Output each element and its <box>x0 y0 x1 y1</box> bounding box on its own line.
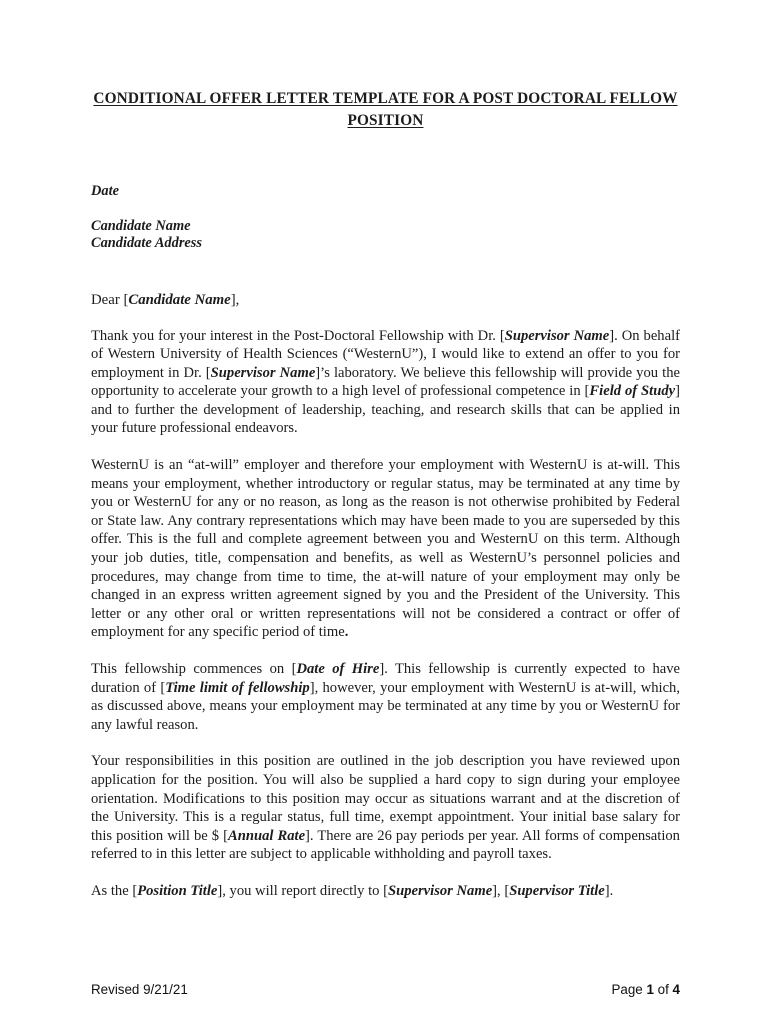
candidate-block <box>91 218 680 253</box>
salutation-prefix: Dear [ <box>91 291 129 308</box>
p5-placeholder-position-title: Position Title <box>137 882 218 899</box>
letter-body <box>91 327 680 901</box>
paragraph-1 <box>91 327 680 439</box>
p1-placeholder-supervisor-name-1: Supervisor Name <box>504 327 610 344</box>
p4-text-2: ]. There are 26 pay periods per year. All forms of compensation referred to in this letter are subject to applicable withholding and payroll taxes. <box>91 827 680 863</box>
page-footer <box>91 982 680 1004</box>
p4-placeholder-annual-rate: Annual Rate <box>228 827 306 844</box>
page-title <box>91 88 680 132</box>
p2-text-2: . <box>344 624 349 641</box>
p5-placeholder-supervisor-title: Supervisor Title <box>509 882 605 899</box>
p5-text-1: As the [ <box>91 882 138 899</box>
address-block <box>91 183 680 253</box>
candidate-name-placeholder: Candidate Name <box>91 217 191 234</box>
footer-page-number: 1 <box>646 982 654 997</box>
footer-of-word: of <box>657 982 669 997</box>
p1-placeholder-field-of-study: Field of Study <box>589 383 676 400</box>
footer-revised-date: Revised 9/21/21 <box>91 982 188 997</box>
p5-text-4: ]. <box>604 882 614 899</box>
paragraph-2 <box>91 456 680 642</box>
p3-text-3: ], however, your employment with WesternU is at-will, which, as discussed above, means your employment may be terminated at any time by you or WesternU for any lawful reason. <box>91 679 681 733</box>
p1-text-1: Thank you for your interest in the Post-Doctoral Fellowship with Dr. [ <box>91 327 505 344</box>
date-placeholder: Date <box>91 183 119 199</box>
footer-page-indicator <box>611 982 680 997</box>
p2-text-1: WesternU is an “at-will” employer and therefore your employment with WesternU is at-will. This means your employment, whether introductory or regular status, may be terminated at any time by you or WesternU for any or no reason, as long as the reason is not otherwise prohibited by Federal or State law. Any contrary representations which may have been made to you are superseded by this offer. This is the full and complete agreement between you and WesternU on this term. Although your job duties, title, compensation and benefits, as well as WesternU’s personnel policies and procedures, may change from time to time, the at-will nature of your employment may only be changed in an express written agreement signed by you and the President of the University. This letter or any other oral or written representations will not be considered a contract or offer of employment for any specific period of time <box>91 457 680 641</box>
p4-text-1: Your responsibilities in this position are outlined in the job description you have reviewed upon application for the position. You will also be supplied a hard copy to sign during your employee orientation. Modifications to this position may occur as situations warrant and at the discretion of the University. This is a regular status, full time, exempt appointment. Your initial base salary for this position will be $ [ <box>91 753 680 844</box>
paragraph-3 <box>91 660 680 734</box>
paragraph-5 <box>91 882 680 901</box>
page-title-line-2: POSITION <box>347 112 424 129</box>
salutation-line <box>91 291 680 309</box>
candidate-address-placeholder: Candidate Address <box>91 235 203 251</box>
salutation-placeholder: Candidate Name <box>128 291 231 308</box>
p5-text-2: ], you will report directly to [ <box>217 882 388 899</box>
p1-placeholder-supervisor-name-2: Supervisor Name <box>210 364 316 381</box>
p5-placeholder-supervisor-name: Supervisor Name <box>387 882 493 899</box>
p3-text-1: This fellowship commences on [ <box>91 661 297 677</box>
p3-text-2: ]. This fellowship is currently expected to have duration of [ <box>91 661 680 696</box>
p1-text-3: ]’s laboratory. We believe this fellowship will provide you the opportunity to accelerate your growth to a high level of professional competence in [ <box>91 364 680 400</box>
page-title-line-1: CONDITIONAL OFFER LETTER TEMPLATE FOR A POST DOCTORAL FELLOW <box>93 90 678 107</box>
document-body <box>91 88 680 901</box>
p1-text-2: ]. On behalf of Western University of Health Sciences (“WesternU”), I would like to extend an offer to you for employment in Dr. [ <box>91 327 680 381</box>
p3-placeholder-time-limit: Time limit of fellowship <box>165 679 310 696</box>
paragraph-4 <box>91 752 680 864</box>
p3-placeholder-date-of-hire: Date of Hire <box>296 661 380 677</box>
p1-text-4: ] and to further the development of leadership, teaching, and research skills that can be applied in your future professional endeavors. <box>91 383 680 437</box>
footer-page-word: Page <box>611 982 643 997</box>
footer-page-total: 4 <box>672 982 680 997</box>
p5-text-3: ], [ <box>492 882 510 899</box>
salutation-suffix: ], <box>230 291 240 308</box>
